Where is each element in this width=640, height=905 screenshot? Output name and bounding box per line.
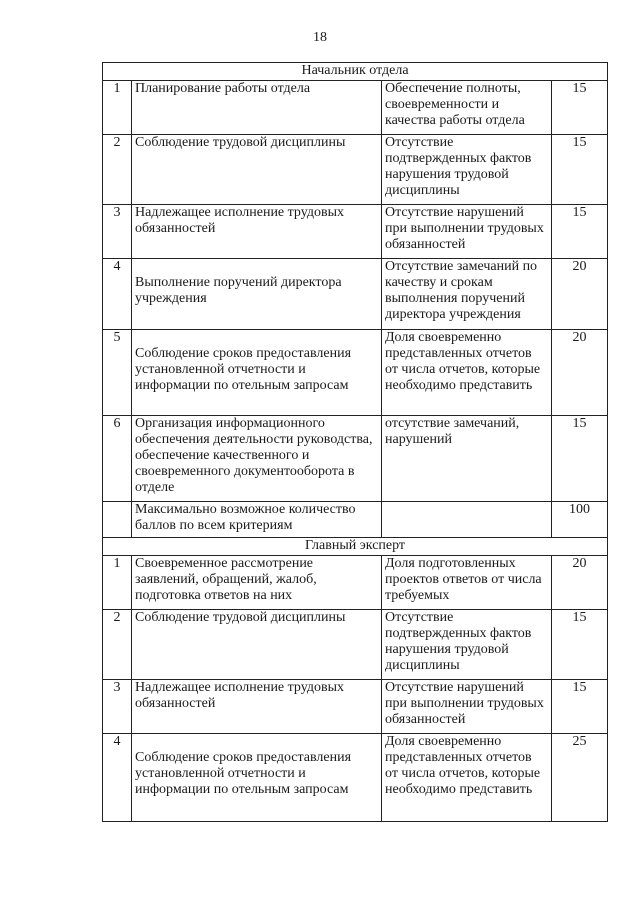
criterion-cell: Надлежащее исполнение трудовых обязанностей xyxy=(132,205,382,259)
table-row xyxy=(103,330,608,416)
score-cell: 20 xyxy=(552,556,608,610)
section-title: Начальник отдела xyxy=(103,63,608,81)
score-cell: 15 xyxy=(552,135,608,205)
table-row xyxy=(103,680,608,734)
indicator-cell: отсутствие замечаний, нарушений xyxy=(382,416,552,502)
indicator-cell: Отсутствие подтвержденных фактов нарушения трудовой дисциплины xyxy=(382,610,552,680)
section-header-row xyxy=(103,538,608,556)
section-header-row xyxy=(103,63,608,81)
row-number-empty xyxy=(103,502,132,538)
row-number: 1 xyxy=(103,81,132,135)
row-number: 2 xyxy=(103,610,132,680)
total-label: Максимально возможное количество баллов по всем критериям xyxy=(132,502,382,538)
indicator-empty xyxy=(382,502,552,538)
criterion-cell: Выполнение поручений директора учреждения xyxy=(132,259,382,330)
row-number: 6 xyxy=(103,416,132,502)
criterion-cell: Надлежащее исполнение трудовых обязанностей xyxy=(132,680,382,734)
row-number: 2 xyxy=(103,135,132,205)
row-number: 3 xyxy=(103,205,132,259)
table-row xyxy=(103,610,608,680)
indicator-cell: Доля своевременно представленных отчетов от числа отчетов, которые необходимо представить xyxy=(382,734,552,822)
criterion-cell: Соблюдение трудовой дисциплины xyxy=(132,610,382,680)
indicator-cell: Обеспечение полноты, своевременности и качества работы отдела xyxy=(382,81,552,135)
table-row xyxy=(103,556,608,610)
table-row xyxy=(103,135,608,205)
total-score: 100 xyxy=(552,502,608,538)
score-cell: 15 xyxy=(552,610,608,680)
section-title: Главный эксперт xyxy=(103,538,608,556)
criterion-cell: Соблюдение сроков предоставления установленной отчетности и информации по отельным запросам xyxy=(132,330,382,416)
indicator-cell: Отсутствие нарушений при выполнении трудовых обязанностей xyxy=(382,205,552,259)
score-cell: 15 xyxy=(552,205,608,259)
indicator-cell: Отсутствие подтвержденных фактов нарушения трудовой дисциплины xyxy=(382,135,552,205)
score-cell: 15 xyxy=(552,680,608,734)
page-number: 18 xyxy=(313,30,327,45)
indicator-cell: Доля подготовленных проектов ответов от числа требуемых xyxy=(382,556,552,610)
criterion-cell: Организация информационного обеспечения деятельности руководства, обеспечение качественного и своевременного документооборота в отделе xyxy=(132,416,382,502)
score-cell: 25 xyxy=(552,734,608,822)
table-row xyxy=(103,81,608,135)
row-number: 4 xyxy=(103,734,132,822)
criterion-cell: Планирование работы отдела xyxy=(132,81,382,135)
row-number: 3 xyxy=(103,680,132,734)
table-row xyxy=(103,416,608,502)
indicator-cell: Доля своевременно представленных отчетов от числа отчетов, которые необходимо представить xyxy=(382,330,552,416)
row-number: 5 xyxy=(103,330,132,416)
score-cell: 15 xyxy=(552,416,608,502)
indicator-cell: Отсутствие замечаний по качеству и срокам выполнения поручений директора учреждения xyxy=(382,259,552,330)
total-row xyxy=(103,502,608,538)
criteria-table xyxy=(102,62,608,822)
score-cell: 20 xyxy=(552,259,608,330)
criterion-cell: Соблюдение сроков предоставления установленной отчетности и информации по отельным запросам xyxy=(132,734,382,822)
score-cell: 15 xyxy=(552,81,608,135)
criterion-cell: Соблюдение трудовой дисциплины xyxy=(132,135,382,205)
table-row xyxy=(103,259,608,330)
score-cell: 20 xyxy=(552,330,608,416)
table-row xyxy=(103,734,608,822)
criterion-cell: Своевременное рассмотрение заявлений, обращений, жалоб, подготовка ответов на них xyxy=(132,556,382,610)
row-number: 4 xyxy=(103,259,132,330)
indicator-cell: Отсутствие нарушений при выполнении трудовых обязанностей xyxy=(382,680,552,734)
table-row xyxy=(103,205,608,259)
row-number: 1 xyxy=(103,556,132,610)
